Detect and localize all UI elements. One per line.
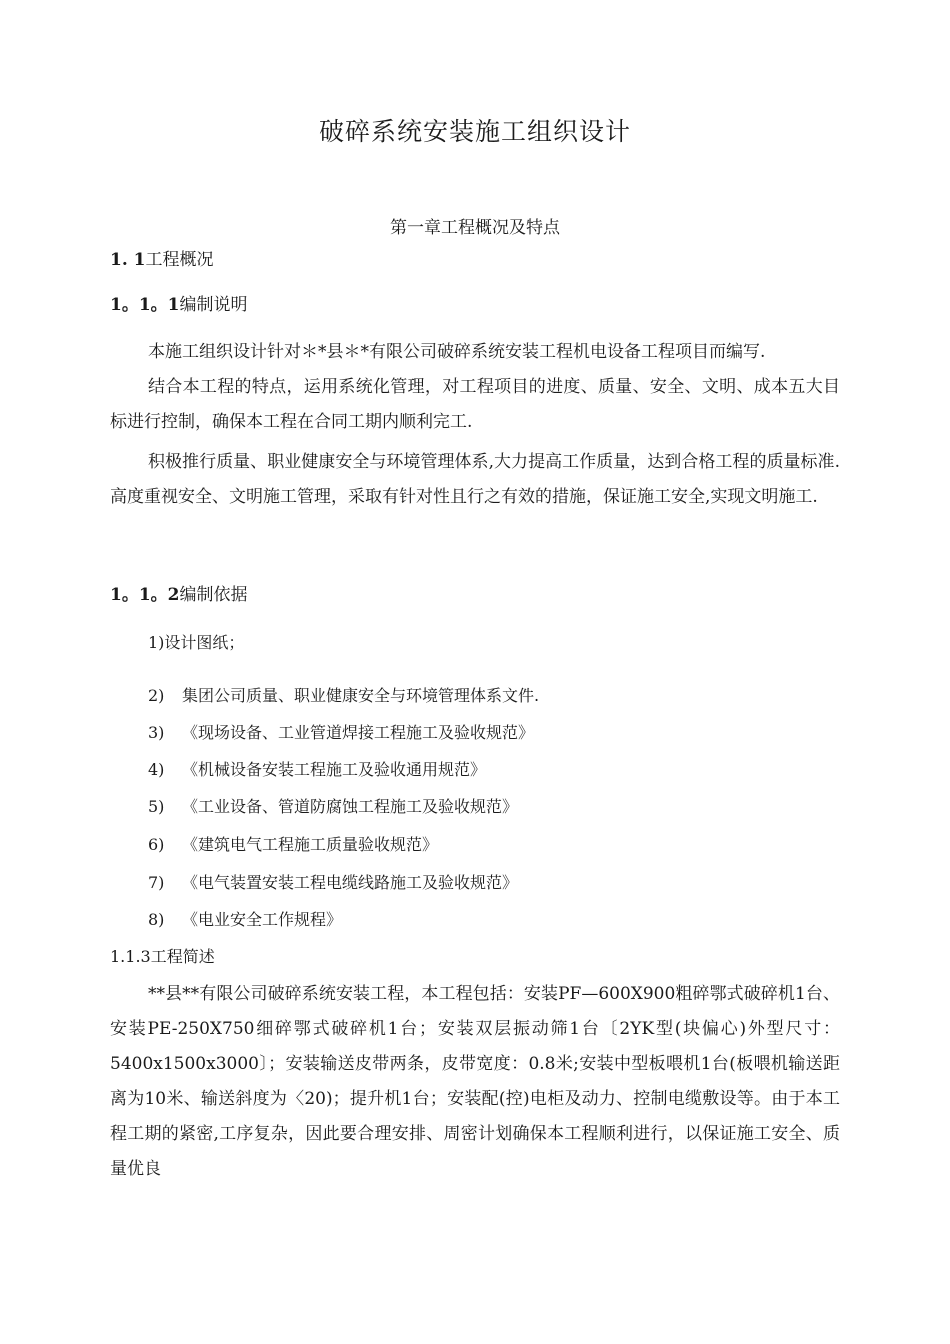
chapter-title: 第一章工程概况及特点 <box>390 218 560 238</box>
paragraph-quality-system: 积极推行质量、职业健康安全与环境管理体系,大力提高工作质量，达到合格工程的质量标准.高度重视安全、文明施工管理，采取有针对性且行之有效的措施，保证施工安全,实现文明施工. <box>110 452 840 507</box>
section-heading-text: 工程概况 <box>145 250 214 270</box>
basis-item-text: 《电气装置安装工程电缆线路施工及验收规范》 <box>182 873 519 892</box>
basis-item-text: 《工业设备、管道防腐蚀工程施工及验收规范》 <box>182 797 519 816</box>
document-title: 破碎系统安装施工组织设计 <box>318 117 631 146</box>
section-number: 1。1。2 <box>110 585 180 605</box>
basis-item-number: 5) <box>148 797 165 816</box>
basis-item <box>148 832 438 855</box>
basis-item-number: 7) <box>148 873 165 892</box>
basis-item-text: 《机械设备安装工程施工及验收通用规范》 <box>182 760 487 779</box>
basis-item-number: 1) <box>148 633 165 652</box>
basis-item-number: 8) <box>148 910 165 929</box>
section-heading-text: 编制说明 <box>179 295 248 315</box>
section-heading-1-1 <box>110 245 214 270</box>
section-heading-1-1-2 <box>110 580 248 605</box>
basis-item-text: 《电业安全工作规程》 <box>182 910 343 929</box>
basis-item-number: 6) <box>148 835 165 854</box>
section-heading-1-1-3 <box>110 944 215 967</box>
basis-item-number: 3) <box>148 723 165 742</box>
paragraph-project-overview: **县**有限公司破碎系统安装工程，本工程包括：安装PF—600X900粗碎鄂式破碎机1台、安装PE-250X750细碎鄂式破碎机1台；安装双层振动筛1台〔2YK型(块偏心)外型尺寸：5400x1500x3000〕；安装输送皮带两条，皮带宽度：0.8米;安装中型板喂机1台(板喂机输送距离为10米、输送斜度为〈20)；提升机1台；安装配(控)电柜及动力、控制电缆敷设等。由于本工程工期的紧密,工序复杂，因此要合理安排、周密计划确保本工程顺利进行，以保证施工安全、质量优良 <box>110 984 840 1179</box>
basis-item <box>148 794 518 817</box>
basis-item-text: 设计图纸； <box>164 633 245 652</box>
paragraph-management-goals: 结合本工程的特点，运用系统化管理，对工程项目的进度、质量、安全、文明、成本五大目标进行控制，确保本工程在合同工期内顺利完工. <box>110 377 840 432</box>
section-number: 1.1.3 <box>110 947 151 966</box>
section-heading-text: 编制依据 <box>179 585 248 605</box>
basis-item <box>148 683 539 706</box>
basis-item-number: 2) <box>148 686 165 705</box>
section-heading-text: 工程简述 <box>150 947 215 966</box>
basis-item <box>148 630 244 653</box>
basis-item-text: 集团公司质量、职业健康安全与环境管理体系文件. <box>182 686 540 705</box>
basis-item-text: 《建筑电气工程施工质量验收规范》 <box>182 835 439 854</box>
section-number: 1。1。1 <box>110 295 180 315</box>
basis-item-number: 4) <box>148 760 165 779</box>
basis-item-text: 《现场设备、工业管道焊接工程施工及验收规范》 <box>182 723 535 742</box>
basis-item <box>148 870 518 893</box>
basis-item <box>148 907 342 930</box>
section-heading-1-1-1 <box>110 290 248 315</box>
basis-item <box>148 720 534 743</box>
paragraph-intro: 本施工组织设计针对＊*县＊*有限公司破碎系统安装工程机电设备工程项目而编写. <box>148 342 766 362</box>
basis-item <box>148 757 486 780</box>
section-number: 1. 1 <box>110 250 146 270</box>
